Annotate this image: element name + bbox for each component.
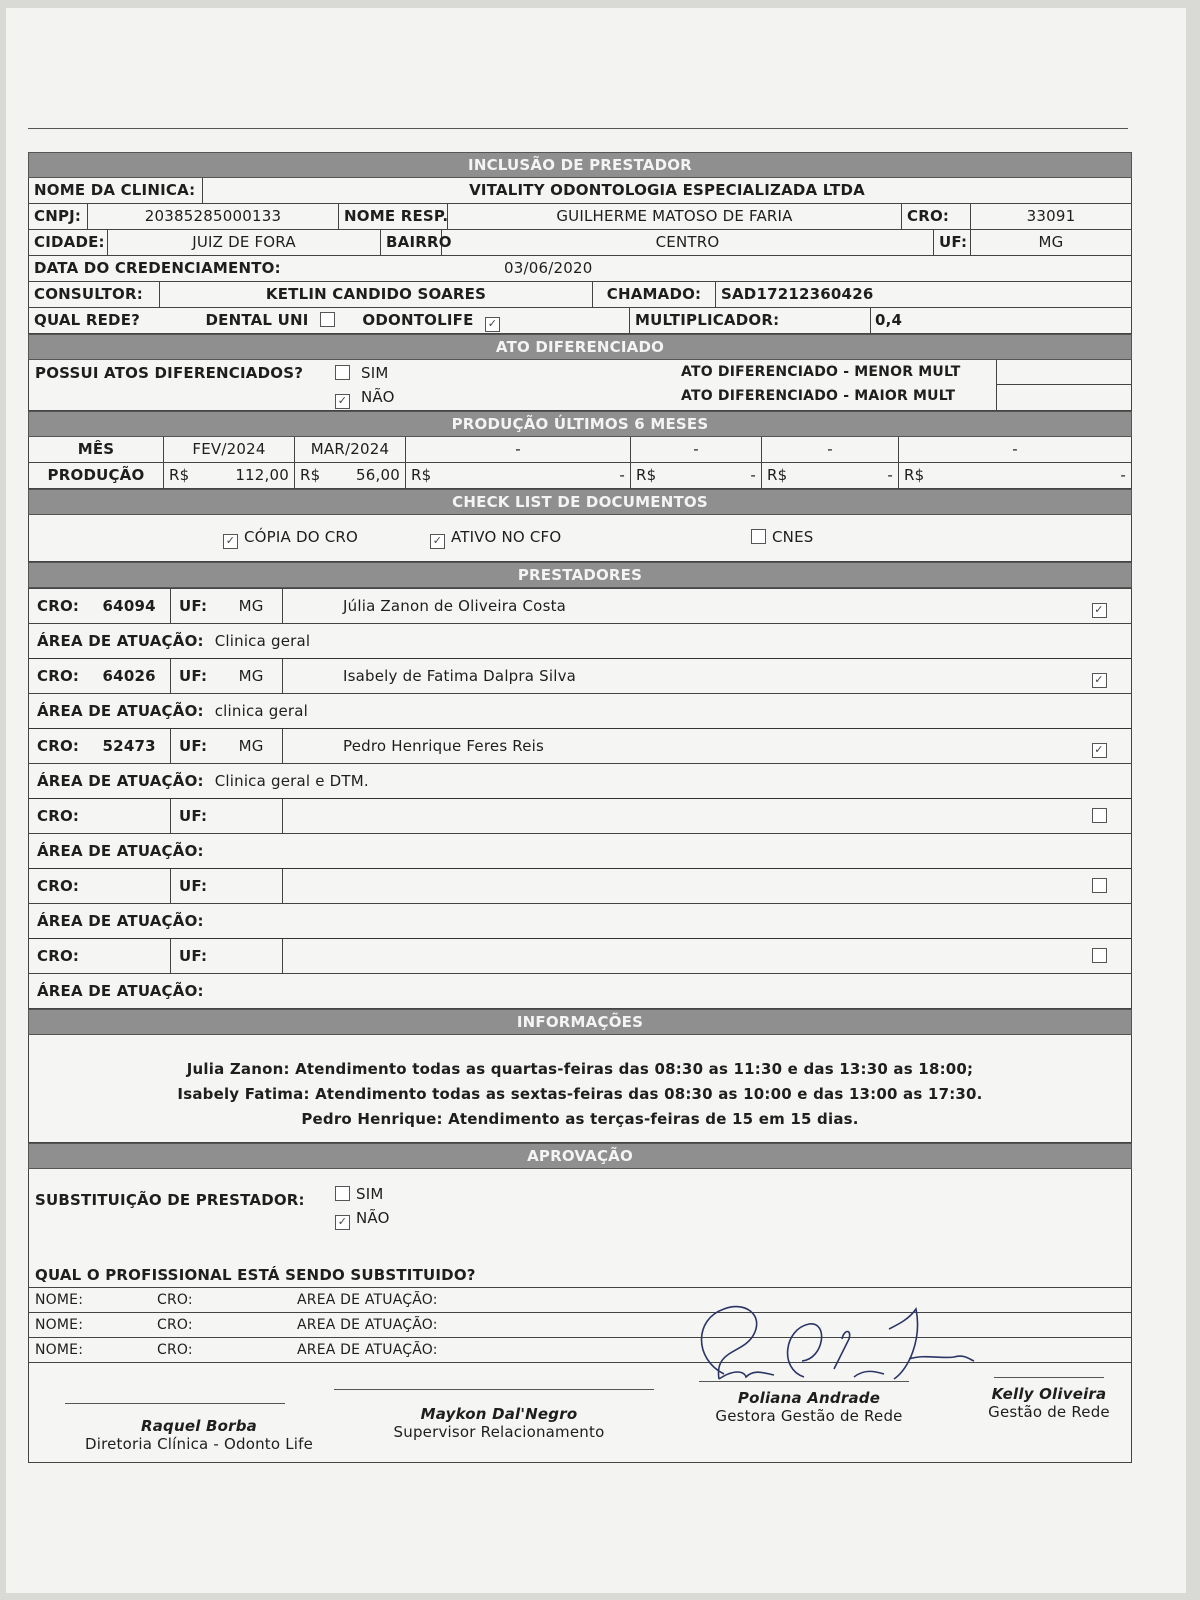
prestador-uf: UF:: [171, 939, 283, 973]
month-cell: -: [1012, 440, 1018, 458]
cro-value: 33091: [1026, 207, 1076, 225]
subst-sim-option: SIM: [329, 1185, 384, 1203]
subst-nao-checkbox[interactable]: ✓: [335, 1215, 350, 1230]
consultor-row: [28, 282, 1132, 308]
checklist-title: CHECK LIST DE DOCUMENTOS: [28, 489, 1132, 515]
ato-title: ATO DIFERENCIADO: [28, 334, 1132, 360]
prestador-uf: UF:: [171, 869, 283, 903]
prestadores-block: [28, 588, 1132, 1009]
producao-title: PRODUÇÃO ÚLTIMOS 6 MESES: [28, 411, 1132, 437]
cro-label: CRO:: [902, 204, 971, 229]
signer-name: Kelly Oliveira: [991, 1385, 1107, 1403]
signature-line: [994, 1377, 1104, 1378]
informacoes-block: [28, 1035, 1132, 1143]
prestador-uf: UF: MG: [171, 589, 283, 623]
value-cell: R$ 112,00: [164, 463, 295, 488]
prestador-entry: [29, 799, 1131, 869]
checklist-item: ✓ CÓPIA DO CRO: [217, 528, 358, 549]
month-cell: -: [631, 437, 762, 462]
prestador-cro: CRO: 64094: [29, 589, 171, 623]
cnpj-value: 20385285000133: [88, 204, 339, 229]
prestador-entry: [29, 589, 1131, 659]
cnpj-row: [28, 204, 1132, 230]
rede-row: [28, 308, 1132, 334]
clinic-name-row: [28, 178, 1132, 204]
value-cell: R$ 56,00: [295, 463, 406, 488]
ato-sim-checkbox[interactable]: [335, 365, 350, 380]
info-line: Julia Zanon: Atendimento todas as quartas-feiras das 08:30 as 11:30 e das 13:30 as 18:00;: [186, 1060, 974, 1078]
ato-nao-checkbox[interactable]: ✓: [335, 394, 350, 409]
signer-name: Maykon Dal'Negro: [420, 1405, 578, 1423]
prestador-name: Pedro Henrique Feres Reis: [343, 737, 545, 755]
consultor-value: KETLIN CANDIDO SOARES: [160, 282, 593, 307]
month-cell: MAR/2024: [295, 437, 406, 462]
resp-label: NOME RESP.: [339, 204, 448, 229]
signature-block: [969, 1385, 1129, 1421]
chamado-label: CHAMADO:: [593, 282, 716, 307]
prestadores-title: PRESTADORES: [28, 562, 1132, 588]
substituto-row: NOME: CRO: AREA DE ATUAÇÃO:: [29, 1338, 1131, 1363]
rede-opt1-label: DENTAL UNI: [205, 311, 309, 329]
prestador-row: [29, 589, 1131, 624]
ato-nao-label: NÃO: [360, 388, 395, 406]
uf-label: UF:: [934, 230, 971, 255]
resp-value: GUILHERME MATOSO DE FARIA: [448, 204, 902, 229]
info-line: Pedro Henrique: Atendimento as terças-feiras de 15 em 15 dias.: [301, 1110, 859, 1128]
prestador-cro: CRO: 64026: [29, 659, 171, 693]
date-value: 03/06/2020: [504, 259, 593, 277]
clinic-name-value: VITALITY ODONTOLOGIA ESPECIALIZADA LTDA: [469, 181, 865, 199]
signature-line: [334, 1389, 654, 1390]
rede-opt2-label: ODONTOLIFE: [362, 311, 474, 329]
prestador-check-cell: [1067, 589, 1131, 623]
signature-block: [69, 1417, 329, 1453]
ativo-cfo-checkbox[interactable]: ✓: [430, 534, 445, 549]
prestador-check-cell: [1067, 939, 1131, 973]
prestador-row: [29, 939, 1131, 974]
prestador-row: [29, 799, 1131, 834]
checklist-item: CNES: [745, 528, 814, 546]
cnpj-label: CNPJ:: [29, 204, 88, 229]
bairro-value: CENTRO: [442, 230, 934, 255]
date-label: DATA DO CREDENCIAMENTO:: [34, 259, 281, 277]
ato-nao-option: [329, 388, 395, 409]
signer-role: Diretoria Clínica - Odonto Life: [84, 1435, 314, 1453]
prestador-checkbox[interactable]: ✓: [1092, 743, 1107, 758]
prestador-check-cell: [1067, 729, 1131, 763]
ato-sim-option: [329, 364, 388, 382]
signature-block: [369, 1405, 629, 1441]
odontolife-checkbox[interactable]: ✓: [485, 317, 500, 332]
value-cell: R$ -: [406, 463, 631, 488]
prestador-cro: CRO:: [29, 869, 171, 903]
prestador-row: [29, 659, 1131, 694]
prestador-cro: CRO:: [29, 939, 171, 973]
copia-cro-checkbox[interactable]: ✓: [223, 534, 238, 549]
producao-label: PRODUÇÃO: [29, 463, 164, 488]
uf-value: MG: [1038, 233, 1064, 251]
prestador-checkbox[interactable]: [1092, 948, 1107, 963]
prestador-entry: [29, 729, 1131, 799]
inclusion-form: [28, 152, 1132, 1463]
prestador-name: [283, 869, 1067, 903]
checklist-item: ✓ ATIVO NO CFO: [424, 528, 561, 549]
prestador-name: [283, 939, 1067, 973]
substituto-row: NOME: CRO: AREA DE ATUAÇÃO:: [29, 1288, 1131, 1313]
substituto-row: NOME: CRO: AREA DE ATUAÇÃO:: [29, 1313, 1131, 1338]
signer-role: Gestão de Rede: [988, 1403, 1110, 1421]
prestador-uf: UF:: [171, 799, 283, 833]
dental-uni-checkbox[interactable]: [320, 312, 335, 327]
value-cell: R$ -: [631, 463, 762, 488]
prestador-checkbox[interactable]: ✓: [1092, 603, 1107, 618]
top-rule: [28, 128, 1128, 129]
chamado-value: SAD17212360426: [721, 285, 874, 303]
mes-label: MÊS: [29, 437, 164, 462]
prestador-entry: [29, 939, 1131, 1008]
checklist-block: [28, 515, 1132, 562]
prestador-area-row: ÁREA DE ATUAÇÃO: Clinica geral: [29, 624, 1131, 659]
month-cell: -: [406, 437, 631, 462]
qual-label: QUAL O PROFISSIONAL ESTÁ SENDO SUBSTITUIDO?: [29, 1263, 1131, 1288]
prestador-entry: [29, 659, 1131, 729]
value-cell: R$ -: [762, 463, 899, 488]
producao-value-row: [28, 463, 1132, 489]
subst-sim-checkbox[interactable]: [335, 1186, 350, 1201]
prestador-name: Júlia Zanon de Oliveira Costa: [343, 597, 567, 615]
prestador-area-row: ÁREA DE ATUAÇÃO:: [37, 982, 204, 1000]
ato-block: [28, 360, 1132, 411]
ato-question: POSSUI ATOS DIFERENCIADOS?: [35, 364, 304, 382]
ato-sim-label: SIM: [360, 364, 389, 382]
handwritten-signature: [684, 1299, 984, 1389]
value-cell: R$ -: [904, 466, 1126, 484]
producao-month-row: [28, 437, 1132, 463]
clinic-name-label: NOME DA CLINICA:: [29, 178, 203, 203]
ato-menor-value[interactable]: [996, 360, 1131, 385]
prestador-area-row: ÁREA DE ATUAÇÃO:: [29, 834, 1131, 869]
prestador-checkbox[interactable]: [1092, 808, 1107, 823]
prestador-checkbox[interactable]: [1092, 878, 1107, 893]
prestador-checkbox[interactable]: ✓: [1092, 673, 1107, 688]
subst-nao-option: ✓ NÃO: [329, 1209, 390, 1230]
prestador-row: [29, 869, 1131, 904]
prestador-area-row: ÁREA DE ATUAÇÃO:: [29, 904, 1131, 939]
mult-label: MULTIPLICADOR:: [630, 308, 871, 333]
ato-menor-label: ATO DIFERENCIADO - MENOR MULT: [681, 364, 961, 380]
aprovacao-block: [28, 1169, 1132, 1463]
prestador-check-cell: [1067, 869, 1131, 903]
prestador-cro: CRO:: [29, 799, 171, 833]
city-row: [28, 230, 1132, 256]
date-row: [28, 256, 1132, 282]
consultor-label: CONSULTOR:: [29, 282, 160, 307]
city-value: JUIZ DE FORA: [108, 230, 381, 255]
prestador-check-cell: [1067, 659, 1131, 693]
signature-block: [689, 1389, 929, 1425]
signer-name: Poliana Andrade: [737, 1389, 881, 1407]
prestador-area-row: ÁREA DE ATUAÇÃO: clinica geral: [29, 694, 1131, 729]
ato-maior-value[interactable]: [996, 385, 1131, 410]
subst-label: SUBSTITUIÇÃO DE PRESTADOR:: [35, 1191, 305, 1209]
prestador-uf: UF: MG: [171, 659, 283, 693]
signer-name: Raquel Borba: [140, 1417, 258, 1435]
signer-role: Supervisor Relacionamento: [393, 1423, 605, 1441]
informacoes-title: INFORMAÇÕES: [28, 1009, 1132, 1035]
info-line: Isabely Fatima: Atendimento todas as sextas-feiras das 08:30 as 10:00 e das 13:00 as 17:30.: [177, 1085, 983, 1103]
form-title: INCLUSÃO DE PRESTADOR: [28, 152, 1132, 178]
cnes-checkbox[interactable]: [751, 529, 766, 544]
month-cell: FEV/2024: [164, 437, 295, 462]
bairro-label: BAIRRO: [381, 230, 442, 255]
prestador-name: [283, 799, 1067, 833]
prestador-name: Isabely de Fatima Dalpra Silva: [343, 667, 577, 685]
signature-line: [65, 1403, 285, 1404]
prestador-cro: CRO: 52473: [29, 729, 171, 763]
prestador-row: [29, 729, 1131, 764]
rede-label: QUAL REDE?: [34, 311, 141, 329]
aprovacao-title: APROVAÇÃO: [28, 1143, 1132, 1169]
prestador-check-cell: [1067, 799, 1131, 833]
signer-role: Gestora Gestão de Rede: [715, 1407, 903, 1425]
prestador-area-row: ÁREA DE ATUAÇÃO: Clinica geral e DTM.: [29, 764, 1131, 799]
month-cell: -: [762, 437, 899, 462]
mult-value: 0,4: [875, 311, 903, 329]
prestador-entry: [29, 869, 1131, 939]
ato-maior-label: ATO DIFERENCIADO - MAIOR MULT: [681, 388, 956, 404]
rede-cell: [29, 308, 630, 333]
city-label: CIDADE:: [29, 230, 108, 255]
prestador-uf: UF: MG: [171, 729, 283, 763]
